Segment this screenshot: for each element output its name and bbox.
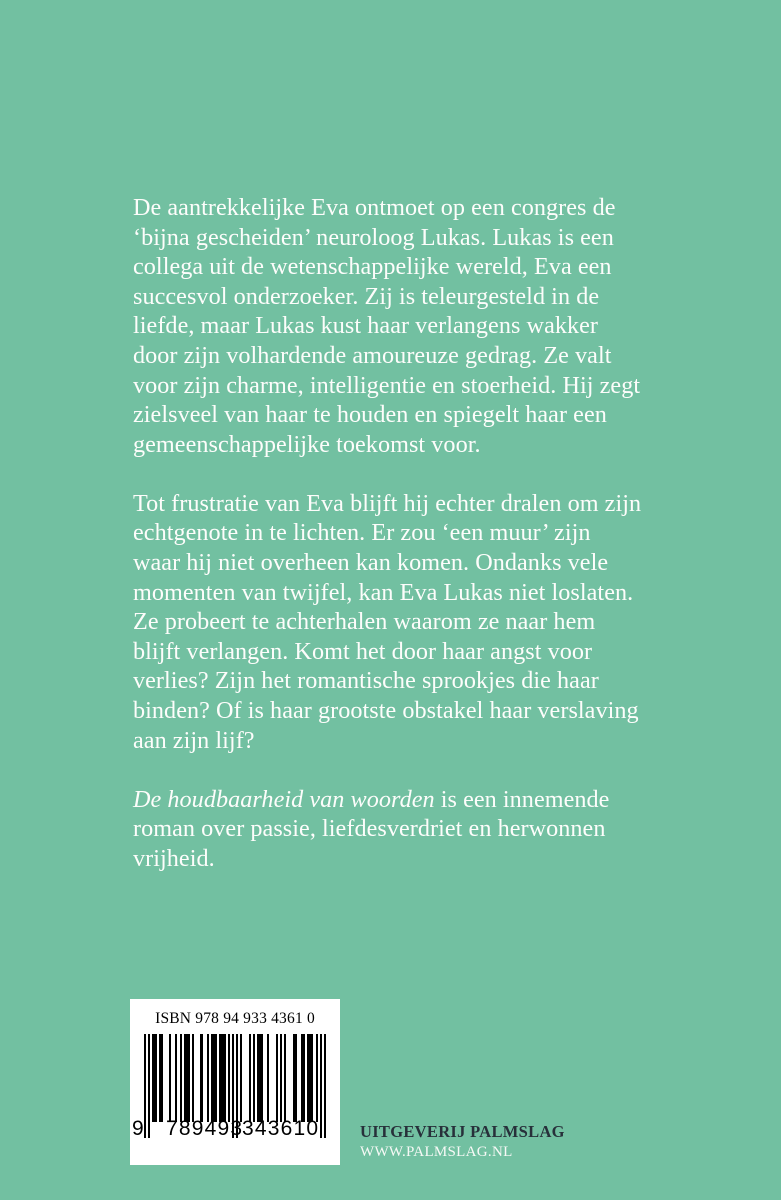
ean-lead-digit: 9 bbox=[132, 1117, 145, 1140]
ean-digit-row bbox=[132, 1117, 326, 1140]
ean-left-group: 789493 bbox=[166, 1117, 244, 1140]
blurb-closing-rest: is een innemende roman over passie, liefdesverdriet en herwonnen vrijheid. bbox=[133, 785, 610, 872]
barcode-graphic bbox=[132, 1034, 326, 1140]
publisher-block bbox=[360, 1122, 690, 1161]
blurb-paragraph-2: Tot frustratie van Eva blijft hij echter dralen om zijn echtgenote in te lichten. Er zou ‘een muur’ zijn waar hij niet overheen kan komen. Ondanks vele momenten van twijfel, kan Eva Lukas niet loslaten. Ze probeert te achterhalen waarom ze naar hem blijft verlangen. Komt het door haar angst voor verlies? Zijn het romantische sprookjes die haar binden? Of is haar grootste obstakel haar verslaving aan zijn lijf? bbox=[133, 489, 642, 754]
isbn-label: ISBN 978 94 933 4361 0 bbox=[155, 1010, 315, 1027]
blurb-text-block bbox=[133, 193, 643, 873]
isbn-barcode-box bbox=[130, 999, 340, 1165]
publisher-name: UITGEVERIJ PALMSLAG bbox=[360, 1122, 565, 1141]
ean-right-group: 343610 bbox=[242, 1117, 320, 1140]
publisher-url[interactable]: WWW.PALMSLAG.NL bbox=[360, 1144, 513, 1160]
blurb-paragraph-3 bbox=[133, 785, 643, 874]
book-title-italic: De houdbaarheid van woorden bbox=[133, 785, 435, 813]
blurb-paragraph-1: De aantrekkelijke Eva ontmoet op een congres de ‘bijna gescheiden’ neuroloog Lukas. Lukas is een collega uit de wetenschappelijke wereld, Eva een succesvol onderzoeker. Zij is teleurgesteld in de liefde, maar Lukas kust haar verlangens wakker door zijn volhardende amoureuze gedrag. Ze valt voor zijn charme, intelligentie en stoerheid. Hij zegt zielsveel van haar te houden en spiegelt haar een gemeenschappelijke toekomst voor. bbox=[133, 194, 641, 458]
